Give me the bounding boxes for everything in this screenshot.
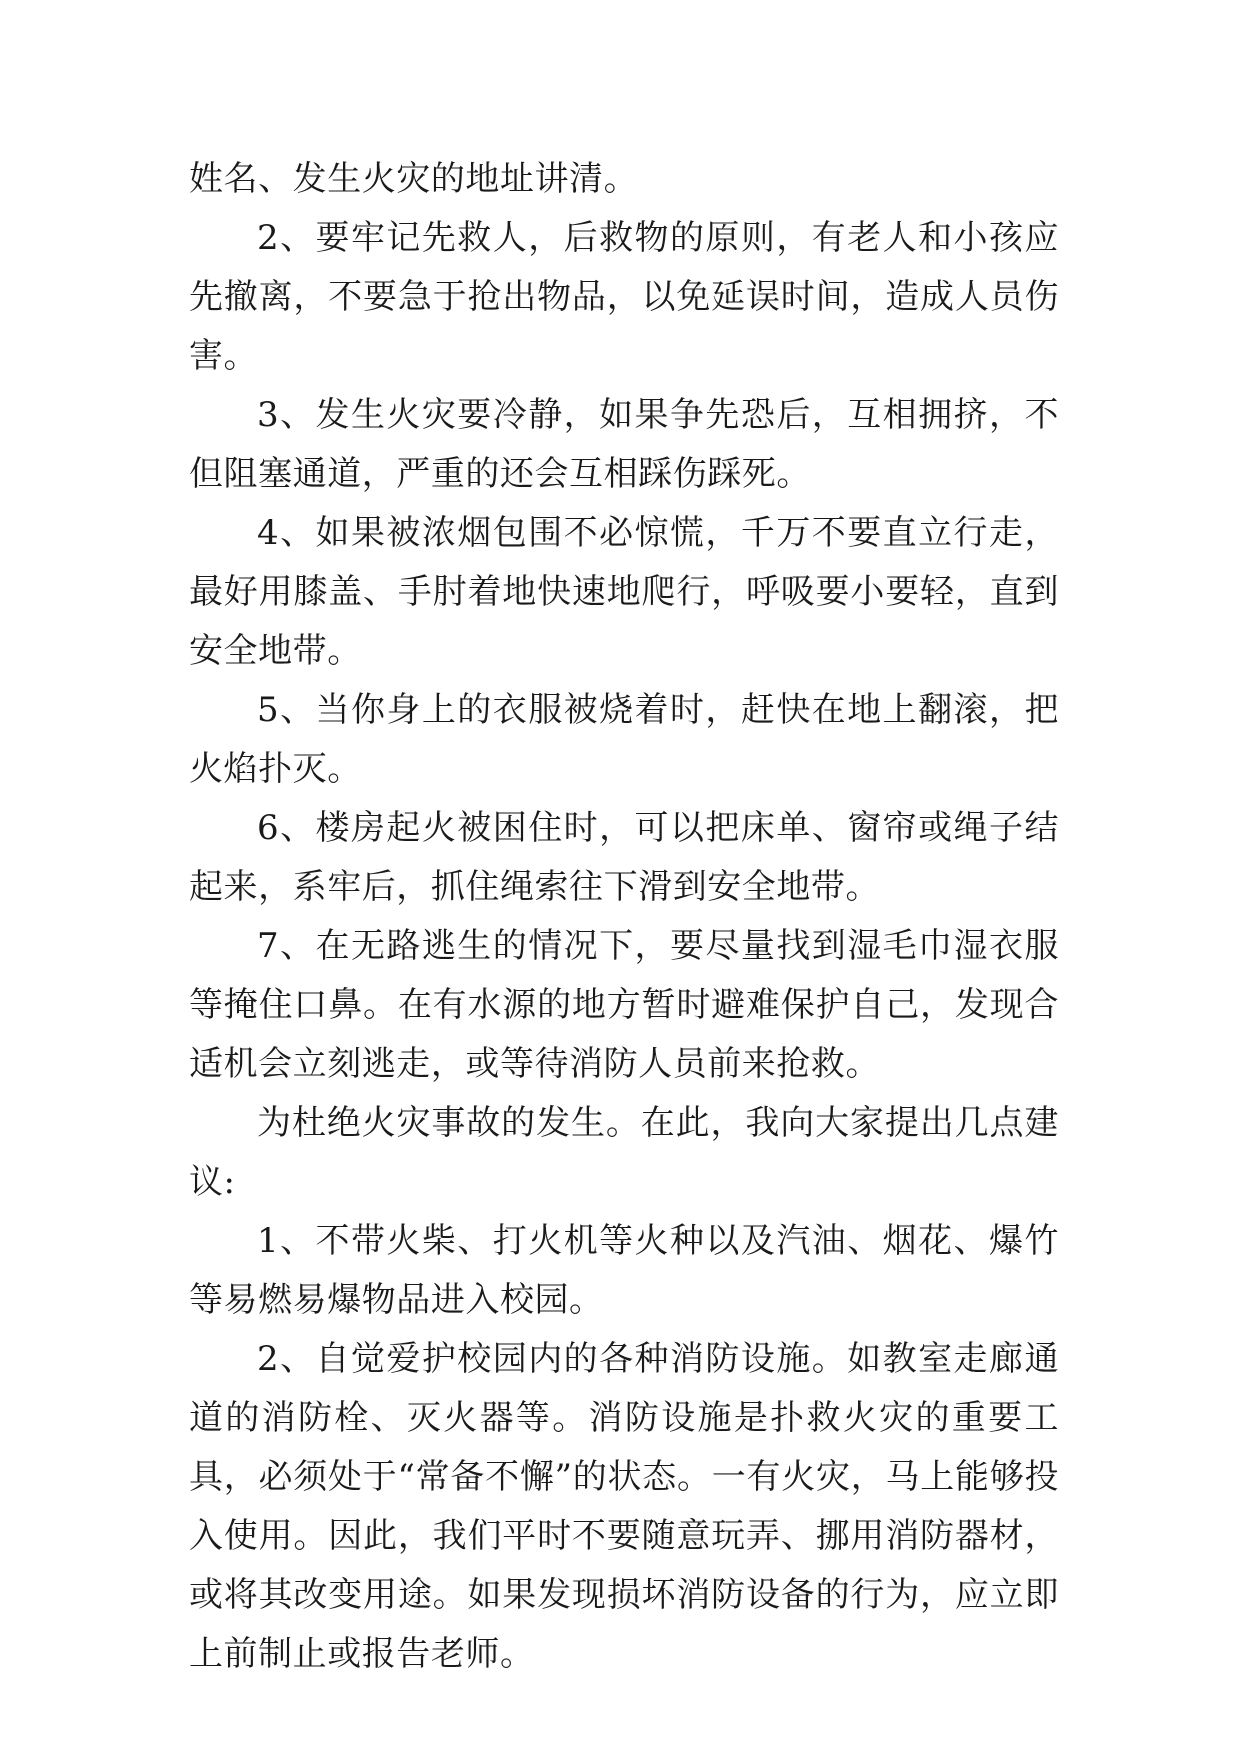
paragraph-continuation: 姓名、发生火灾的地址讲清。 (189, 159, 639, 199)
paragraph-item-5-clothes-fire: 5、当你身上的衣服被烧着时，赶快在地上翻滚，把火焰扑灭。 (189, 690, 1059, 789)
paragraph-item-3-stay-calm: 3、发生火灾要冷静，如果争先恐后，互相拥挤，不但阻塞通道，严重的还会互相踩伤踩死。 (189, 395, 1059, 494)
paragraph-suggestion-2: 2、自觉爱护校园内的各种消防设施。如教室走廊通道的消防栓、灭火器等。消防设施是扑救火灾的重要工具，必须处于“常备不懈”的状态。一有火灾，马上能够投入使用。因此，我们平时不要随意玩弄、挪用消防器材，或将其改变用途。如果发现损坏消防设备的行为，应立即上前制止或报告老师。 (189, 1339, 1059, 1674)
paragraph-suggestions-intro: 为杜绝火灾事故的发生。在此，我向大家提出几点建议: (189, 1103, 1059, 1202)
body-text (189, 150, 1059, 1684)
paragraph-suggestion-1: 1、不带火柴、打火机等火种以及汽油、烟花、爆竹等易燃易爆物品进入校园。 (189, 1221, 1059, 1320)
paragraph-item-2-save-people: 2、要牢记先救人，后救物的原则，有老人和小孩应先撤离，不要急于抢出物品，以免延误时间，造成人员伤害。 (189, 218, 1059, 376)
paragraph-item-7-no-escape: 7、在无路逃生的情况下，要尽量找到湿毛巾湿衣服等掩住口鼻。在有水源的地方暂时避难保护自己，发现合适机会立刻逃走，或等待消防人员前来抢救。 (189, 926, 1059, 1084)
paragraph-item-4-smoke: 4、如果被浓烟包围不必惊慌，千万不要直立行走，最好用膝盖、手肘着地快速地爬行，呼吸要小要轻，直到安全地带。 (189, 513, 1059, 671)
paragraph-item-6-building-fire: 6、楼房起火被困住时，可以把床单、窗帘或绳子结起来，系牢后，抓住绳索往下滑到安全地带。 (189, 808, 1059, 907)
